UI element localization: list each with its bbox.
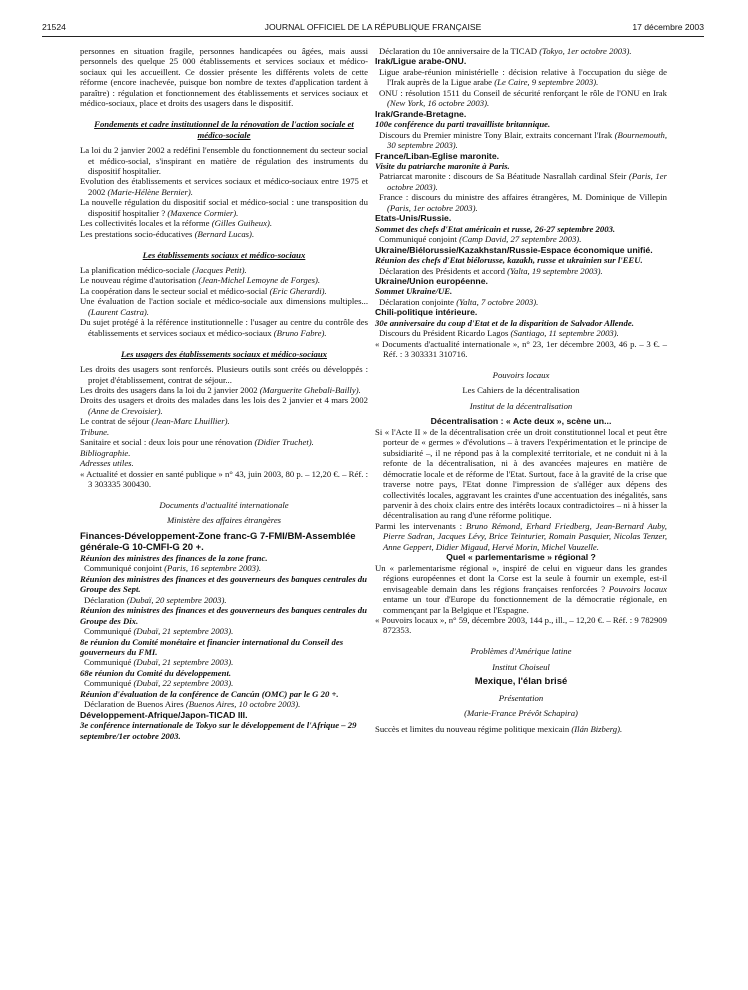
- topic-title: Irak/Grande-Bretagne.: [375, 108, 467, 119]
- event-title: Sommet Ukraine/UE.: [375, 286, 453, 297]
- event-title: Sommet des chefs d'Etat américain et russe, 26-27 septembre 2003.: [375, 223, 616, 234]
- body-paragraph: Parmi les intervenants : Bruno Rémond, Erhard Friedberg, Jean-Bernard Auby, Pierre Sadran, Jacques Lévy, Brice Teinturier, Romain Pasquier, Nicolas Tenzer, Anne Geppert, Didier Migaud, Hervé Morin, Michel Vauzelle.: [375, 520, 667, 552]
- list-item: Tribune.: [80, 426, 110, 437]
- body-paragraph: Si « l'Acte II » de la décentralisation crée un droit constitutionnel local et peut être porteur de « germes » d'évolutions – à travers l'expérimentation et le principe de subsidiarité –, il ne répond pas à la complexité territoriale, et ne conduit ni à la refonte de la décentralisation, ni à des avancées majeures en matière de démocratie locale et de réforme de l'Etat. Surtout, face à la gravité de la crise que traverse notre pays, l'Etat donne l'impression de s'alléger aux dépens des collectivités locales, aggravant les craintes d'une accentuation des inégalités, sans parvenir à des choix clairs entre des intérêts locaux contradictoires – ni à hisser la décentralisation au rang d'une réforme politique.: [375, 426, 667, 521]
- event-title: 8e réunion du Comité monétaire et financier international du Conseil des gouverneurs du FMI.: [80, 636, 344, 657]
- subsection-title: Présentation: [498, 692, 544, 703]
- ministry-name: Ministère des affaires étrangères: [166, 515, 282, 526]
- section-title: Problèmes d'Amérique latine: [470, 646, 572, 657]
- topic-title: Ukraine/Union européenne.: [375, 275, 488, 286]
- list-item: Les prestations socio-éducatives (Bernard Lucas).: [80, 228, 255, 239]
- document-entry: ONU : résolution 1511 du Conseil de sécurité renforçant le rôle de l'ONU en Irak (New York, 16 octobre 2003).: [379, 87, 667, 109]
- list-item: Le nouveau régime d'autorisation (Jean-Michel Lemoyne de Forges).: [80, 275, 321, 286]
- document-entry: Déclaration de Buenos Aires (Buenos Aires, 10 octobre 2003).: [84, 699, 301, 710]
- topic-title: Développement-Afrique/Japon-TICAD III.: [80, 709, 248, 720]
- section-title: Documents d'actualité internationale: [159, 499, 289, 510]
- event-title: Réunion des chefs d'Etat biélorusse, kazakh, russe et ukrainien sur l'EEU.: [375, 255, 643, 266]
- topic-title: Finances-Développement-Zone franc-G 7-FMI/BM-Assemblée générale-G 10-CMFI-G 20 +.: [80, 530, 356, 553]
- issue-title: Mexique, l'élan brisé: [474, 676, 568, 688]
- event-title: Réunion d'évaluation de la conférence de Cancún (OMC) par le G 20 +.: [80, 688, 339, 699]
- list-item: Droits des usagers et droits des malades dans les lois des 2 janvier et 4 mars 2002 (Anne de Crevoisier).: [80, 395, 368, 416]
- document-entry: Communiqué conjoint (Camp David, 27 septembre 2003).: [379, 234, 582, 245]
- document-entry: Communiqué conjoint (Paris, 16 septembre 2003).: [84, 563, 262, 574]
- body-paragraph: Un « parlementarisme régional », inspiré de celui en vigueur dans les grandes régions européennes et dont la Corse est la seule à fournir un exemple, est-il envisageable demain dans les régions françaises renforcées ? Pouvoirs locaux entame un tour d'Europe du fonctionnement de la démocratie régionale, en commençant par la Belgique et l'Espagne.: [375, 562, 668, 615]
- page-header: [42, 22, 704, 36]
- list-item: Succès et limites du nouveau régime politique mexicain (Ilán Bizberg).: [375, 723, 623, 734]
- event-title: Réunion des ministres des finances de la zone franc.: [80, 552, 268, 563]
- topic-title: Ukraine/Biélorussie/Kazakhstan/Russie-Espace économique unifié.: [375, 244, 653, 255]
- document-entry: Discours du Président Ricardo Lagos (Santiago, 11 septembre 2003).: [379, 328, 619, 339]
- institute-name: Institut de la décentralisation: [469, 400, 573, 411]
- document-entry: Communiqué (Dubaï, 22 septembre 2003).: [84, 678, 234, 689]
- event-title: Réunion des ministres des finances et des gouverneurs des banques centrales du Groupe des Sept.: [80, 573, 367, 595]
- document-entry: France : discours du ministre des affaires étrangères, M. Dominique de Villepin (Paris, 1er octobre 2003).: [379, 192, 667, 213]
- list-item: Les droits des usagers dans la loi du 2 janvier 2002 (Marguerite Ghebali-Bailly).: [80, 385, 361, 395]
- document-entry: Communiqué (Dubaï, 21 septembre 2003).: [84, 657, 234, 668]
- event-title: 100e conférence du parti travailliste britannique.: [375, 119, 551, 130]
- list-item: La nouvelle régulation du dispositif social et médico-social : une transposition du dispositif hospitalier ? (Maxence Cormier).: [80, 197, 368, 218]
- journal-title: JOURNAL OFFICIEL DE LA RÉPUBLIQUE FRANÇAISE: [264, 22, 482, 32]
- list-item: La loi du 2 janvier 2002 a redéfini l'ensemble du fonctionnement du secteur social et médico-social, s'inspirant en matière de régulation des instruments du dispositif hospitalier.: [80, 145, 368, 176]
- list-item: Adresses utiles.: [80, 458, 134, 469]
- event-title: Visite du patriarche maronite à Paris.: [375, 160, 510, 171]
- document-entry: Déclaration du 10e anniversaire de la TICAD (Tokyo, 1er octobre 2003).: [379, 46, 632, 56]
- list-item: Les droits des usagers sont renforcés. Plusieurs outils sont créés ou développés : projet d'établissement, contrat de séjour...: [80, 364, 368, 385]
- intro-paragraph: personnes en situation fragile, personnes handicapées ou âgées, mais aussi personnels des quelque 25 000 établissements et services sociaux et médico-sociaux qui les accueillent. Ce dossier présente les différents volets de cette réforme (encore inachevée, puisque bon nombre de textes d'application tardent à paraître) : régulation et fonctionnement des établissements et services sociaux et médico-sociaux, place et droits des usagers dans le dispositif.: [80, 46, 368, 109]
- list-item: Le contrat de séjour (Jean-Marc Lhuillier).: [80, 416, 230, 427]
- section-title: Pouvoirs locaux: [492, 370, 550, 381]
- document-entry: Discours du Premier ministre Tony Blair, extraits concernant l'Irak (Bournemouth, 30 septembre 2003).: [379, 129, 667, 151]
- section-title: Les établissements sociaux et médico-sociaux: [142, 249, 306, 260]
- event-title: Réunion des ministres des finances et des gouverneurs des banques centrales du Groupe des Dix.: [80, 605, 367, 626]
- document-entry: Déclaration conjointe (Yalta, 7 octobre 2003).: [379, 296, 539, 307]
- reference: « Pouvoirs locaux », n° 59, décembre 2003, 144 p., ill., – 12,20 €. – Réf. : 9 782909 872353.: [375, 615, 667, 636]
- section-title: Les usagers des établissements sociaux et médico-sociaux: [120, 348, 328, 359]
- page-number: 21524: [42, 22, 66, 32]
- topic-title: Chili-politique intérieure.: [375, 307, 478, 318]
- list-item: La coopération dans le secteur social et médico-social (Eric Gherardi).: [80, 285, 327, 296]
- list-item: Du sujet protégé à la référence institutionnelle : l'usager au centre du contrôle des établissements et services sociaux et médico-sociaux (Bruno Fabre).: [80, 317, 368, 338]
- issue-title: Décentralisation : « Acte deux », scène un...: [430, 416, 612, 427]
- document-entry: Patriarcat maronite : discours de Sa Béatitude Nasrallah cardinal Sfeir (Paris, 1er octobre 2003).: [379, 171, 667, 192]
- list-item: Sanitaire et social : deux lois pour une rénovation (Didier Truchet).: [80, 437, 314, 448]
- list-item: Evolution des établissements et services sociaux et médico-sociaux entre 1975 et 2002 (Marie-Hélène Bernier).: [80, 176, 368, 197]
- header-rule: [42, 36, 704, 37]
- issue-date: 17 décembre 2003: [632, 22, 704, 32]
- author: (Marie-France Prévôt Schapira): [464, 708, 578, 719]
- event-title: 30e anniversaire du coup d'Etat et de la disparition de Salvador Allende.: [375, 317, 634, 328]
- issue-title: Quel « parlementarisme » régional ?: [446, 552, 596, 563]
- reference: « Actualité et dossier en santé publique » n° 43, juin 2003, 80 p. – 12,20 €. – Réf. : 3 303335 300430.: [80, 468, 368, 490]
- document-entry: Déclaration des Présidents et accord (Yalta, 19 septembre 2003).: [379, 265, 603, 276]
- document-entry: Déclaration (Dubaï, 20 septembre 2003).: [84, 594, 227, 605]
- publication-title: Les Cahiers de la décentralisation: [462, 385, 580, 396]
- reference: « Documents d'actualité internationale », n° 23, 1er décembre 2003, 46 p. – 3 €. – Réf. : 3 303331 310716.: [375, 338, 667, 360]
- document-entry: Ligue arabe-réunion ministérielle : décision relative à l'occupation du siège de l'Irak auprès de la Ligue arabe (Le Caire, 9 septembre 2003).: [379, 66, 667, 88]
- event-title: 68e réunion du Comité du développement.: [80, 667, 232, 678]
- institute-name: Institut Choiseul: [492, 661, 550, 672]
- list-item: Une évaluation de l'action sociale et médico-sociale aux dimensions multiples... (Laurent Castra).: [80, 296, 368, 317]
- document-entry: Communiqué (Dubaï, 21 septembre 2003).: [84, 626, 234, 637]
- topic-title: France/Liban-Eglise maronite.: [375, 150, 500, 161]
- list-item: Les collectivités locales et la réforme (Gilles Guiheux).: [80, 218, 273, 229]
- topic-title: Etats-Unis/Russie.: [375, 213, 452, 224]
- left-column: [80, 46, 368, 741]
- list-item: Bibliographie.: [80, 447, 131, 458]
- topic-title: Irak/Ligue arabe-ONU.: [375, 56, 467, 67]
- list-item: La planification médico-sociale (Jacques Petit).: [80, 265, 247, 276]
- right-column: [375, 46, 667, 734]
- event-title: 3e conférence internationale de Tokyo sur le développement de l'Afrique – 29 septembre/1er octobre 2003.: [80, 720, 357, 741]
- section-title: Fondements et cadre institutionnel de la rénovation de l'action sociale et médico-sociale: [94, 119, 354, 140]
